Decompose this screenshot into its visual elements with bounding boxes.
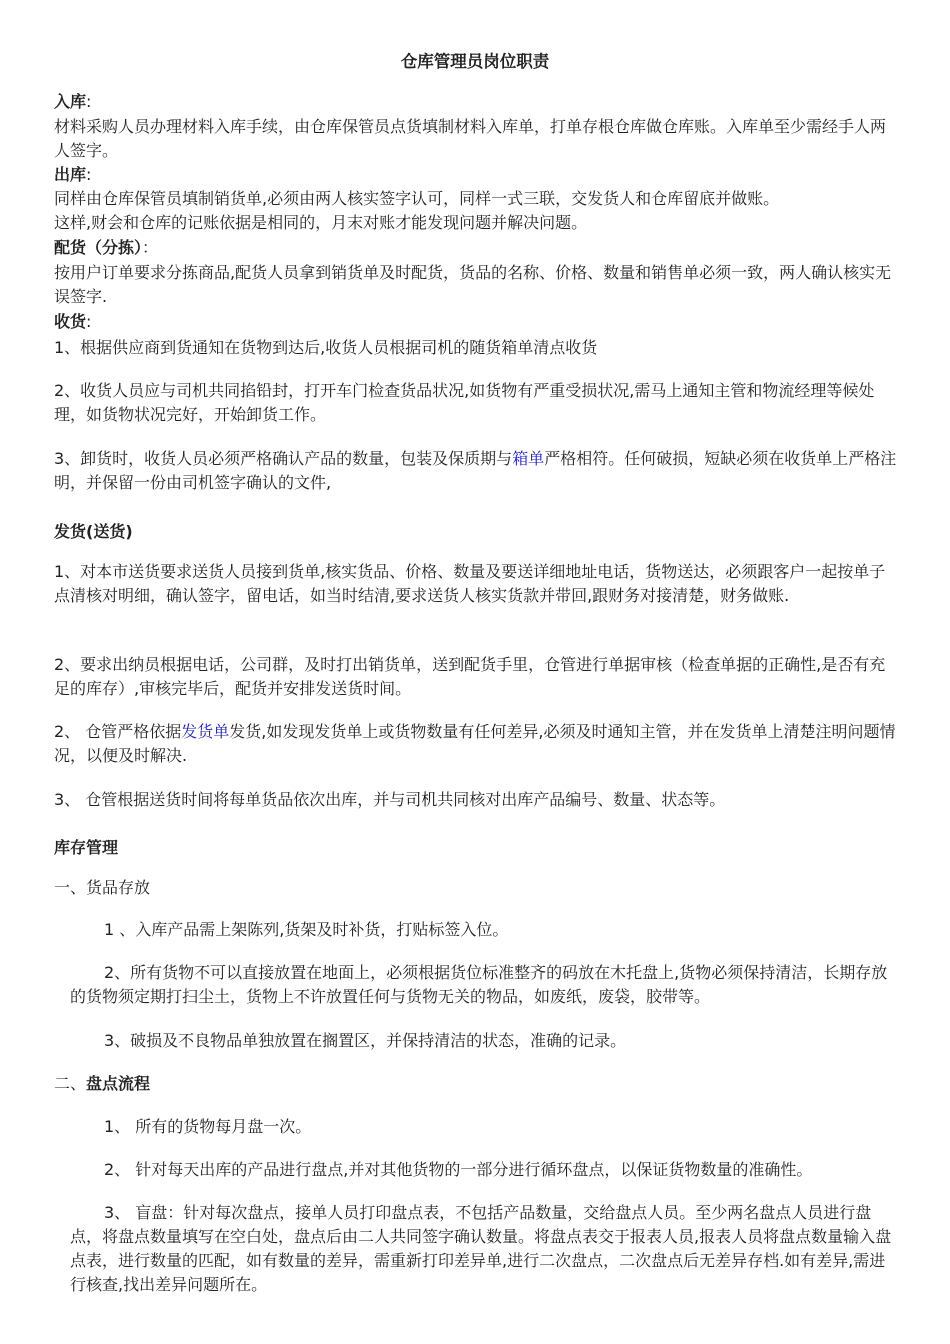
packing-list-link[interactable]: 箱单 [512, 449, 545, 468]
inbound-colon: : [86, 92, 92, 111]
receiving-item-1 [54, 336, 899, 360]
delivery-heading: 发货(送货) [54, 522, 133, 541]
receiving-item-1-text: 1、根据供应商到货通知在货物到达后,收货人员根据 [54, 338, 422, 357]
driver-term-2: 司机 [405, 790, 438, 809]
picking-heading: 配货（分拣） [54, 238, 143, 257]
receiving-colon: : [86, 312, 92, 331]
outbound-heading-line [54, 163, 899, 187]
count-item-3: 3、 盲盘：针对每次盘点，接单人员打印盘点表，不包括产品数量，交给盘点人员。至少两名盘点人员进行盘点，将盘点数量填写在空白处，盘点后由二人共同签字确认数量。将盘点表交于报表人员,报表人员将盘点数量输入盘点表，进行数量的匹配，如有数量的差异，需重新打印差异单,进行二次盘点，二次盘点后无差异存档.如有差异,需进行核查,找出差异问题所在。 [70, 1203, 892, 1294]
delivery-item-3-text-end: 发货,如发现发货单上或货物数量有任何差异,必须及时通知主管，并在发货单上清楚注明问题情况，以便及时解决. [54, 722, 896, 765]
receiving-item-3 [54, 447, 899, 495]
storage-item-1: 1 、入库产品需上架陈列,货架及时补货，打贴标签入位。 [104, 920, 509, 939]
count-heading [54, 1072, 899, 1096]
delivery-item-3 [54, 720, 899, 768]
delivery-item-2: 2、要求出纳员根据电话，公司群，及时打出销货单，送到配货手里，仓管进行单据审核（检查单据的正确性,是否有充足的库存）,审核完毕后，配货并安排发送货时间。 [54, 655, 886, 698]
receiving-item-1-text-end: 的随货箱单清点收货 [453, 338, 598, 357]
storage-item-3: 3、破损及不良物品单独放置在搁置区，并保持清洁的状态，准确的记录。 [104, 1031, 627, 1050]
delivery-item-3-text: 2、 仓管严格依据 [54, 722, 182, 741]
outbound-heading: 出库 [54, 165, 87, 184]
receiving-item-2: 2、收货人员应与司机共同掐铅封，打开车门检查货品状况,如货物有严重受损状况,需马上通知主管和物流经理等候处理，如货物状况完好，开始卸货工作。 [54, 381, 875, 424]
delivery-item-1: 1、对本市送货要求送货人员接到货单,核实货品、价格、数量及要送详细地址电话，货物送达，必须跟客户一起按单子点清核对明细，确认签字，留电话，如当时结清,要求送货人核实货款并带回,跟财务对接清楚，财务做账. [54, 562, 886, 605]
count-heading-label: 盘点流程 [86, 1074, 151, 1093]
picking-text: 按用户订单要求分拣商品,配货人员拿到销货单及时配货，货品的名称、价格、数量和销售单必须一致，两人确认核实无误签字. [54, 263, 892, 306]
inbound-text: 材料采购人员办理材料入库手续，由仓库保管员点货填制材料入库单，打单存根仓库做仓库账。入库单至少需经手人两人签字。 [54, 117, 887, 160]
picking-colon: ： [142, 238, 159, 257]
inbound-heading: 入库 [54, 92, 87, 111]
delivery-item-4 [54, 788, 899, 812]
driver-term: 司机 [421, 338, 454, 357]
storage-item-2: 2、所有货物不可以直接放置在地面上，必须根据货位标准整齐的码放在木托盘上,货物必须保持清洁，长期存放的货物须定期打扫尘土，货物上不许放置任何与货物无关的物品，如废纸，废袋，胶带等。 [70, 963, 888, 1006]
outbound-text-1: 同样由仓库保管员填制销货单,必须由两人核实签字认可，同样一式三联，交发货人和仓库留底并做账。 [54, 189, 780, 208]
storage-heading: 一、货品存放 [54, 878, 151, 897]
receiving-item-3-text: 3、卸货时，收货人员必须严格确认产品的数量，包装及保质期与 [54, 449, 513, 468]
count-item-2: 2、 针对每天出库的产品进行盘点,并对其他货物的一部分进行循环盘点，以保证货物数量的准确性。 [104, 1160, 813, 1179]
shipping-order-link[interactable]: 发货单 [181, 722, 230, 741]
inventory-heading: 库存管理 [54, 838, 119, 857]
outbound-text-2: 这样,财会和仓库的记账依据是相同的，月末对账才能发现问题并解决问题。 [54, 213, 588, 232]
inbound-heading-line [54, 90, 899, 114]
count-item-1: 1、 所有的货物每月盘一次。 [104, 1117, 312, 1136]
document-title: 仓库管理员岗位职责 [400, 52, 550, 71]
delivery-item-4-text: 3、 仓管根据送货时间将每单货品依次出库，并与 [54, 790, 406, 809]
picking-heading-line [54, 236, 899, 260]
delivery-item-4-text-end: 共同核对出库产品编号、数量、状态等。 [437, 790, 726, 809]
receiving-heading: 收货 [54, 312, 87, 331]
count-heading-number: 二、 [54, 1074, 87, 1093]
receiving-heading-line [54, 310, 899, 334]
outbound-colon: : [86, 165, 92, 184]
receiving-item-3-text-end: 严格相符。任何破损，短缺必须在收货单上严格注明，并保留一份由司机签字确认的文件, [54, 449, 897, 492]
